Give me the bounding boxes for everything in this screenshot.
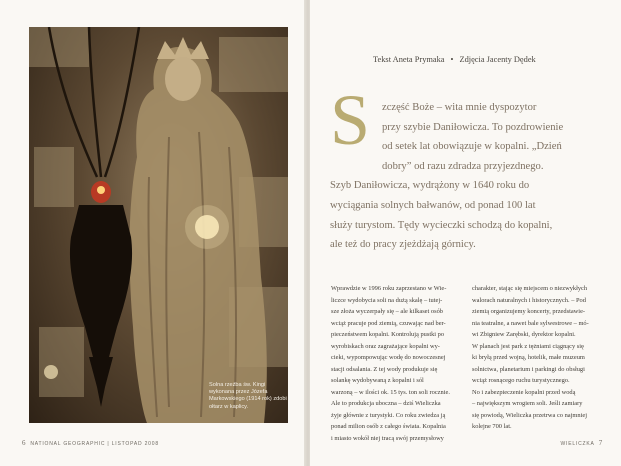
body-line: ponad milion osób z całego świata. Kopalnia bbox=[331, 423, 446, 430]
photo-caption: Solna rzeźba św. Kingi wykonana przez Józefa Markowskiego (1914 rok) zdobi ołtarz w kaplicy. bbox=[209, 382, 287, 410]
body-line: ziemią organizujemy koncerty, przedstawie- bbox=[472, 308, 586, 315]
body-line: sze złoża wyczerpały się – ale kilkaset osób bbox=[331, 308, 443, 315]
body-line: charakter, stając się miejscem o niezwykłych bbox=[472, 285, 588, 292]
left-folio-text: NATIONAL GEOGRAPHIC | LISTOPAD 2008 bbox=[30, 441, 159, 447]
body-line: solankę wydobywaną z kopalni i sól bbox=[331, 377, 424, 384]
drop-cap: S bbox=[330, 80, 371, 160]
right-page-number: 7 bbox=[598, 439, 603, 447]
body-line: W planach jest park z tężniami ciągnący się bbox=[472, 342, 584, 350]
chapel-photo bbox=[29, 27, 288, 423]
lead-line: przy szybie Daniłowicza. To pozdrowienie bbox=[382, 121, 564, 133]
body-line: walorach naturalnych i historycznych. – Pod bbox=[472, 296, 586, 304]
body-line: – największym wrogiem soli. Jeśli zamiary bbox=[472, 400, 583, 407]
body-line: i miasto wokół niej tracą swój przemysłowy bbox=[331, 434, 444, 442]
lead-line: dobry” od razu zdradza przyjezdnego. bbox=[382, 160, 544, 172]
lead-line: wyciągania solnych bałwanów, od ponad 100 lat bbox=[330, 199, 536, 211]
body-line: Ale to produkcja uboczna – dziś Wieliczka bbox=[331, 400, 441, 407]
body-line: wciąż pracuje pod ziemią, czuwając nad ber- bbox=[331, 319, 446, 327]
body-line: się powiodą, Wieliczka przetrwa co najmniej bbox=[472, 411, 587, 419]
salt-statue-illustration bbox=[29, 27, 288, 423]
body-line: kolejne 700 lat. bbox=[472, 423, 512, 430]
lead-line: od setek lat obowiązuje w kopalni. „Dzień bbox=[382, 141, 562, 153]
right-folio-text: WIELICZKA bbox=[560, 441, 595, 447]
author-credit: Tekst Aneta Prymaka bbox=[373, 55, 445, 64]
body-column-1 bbox=[331, 283, 458, 444]
body-line: nia teatralne, a nawet bale sylwestrowe – mó- bbox=[472, 319, 589, 327]
lead-line: Szyb Daniłowicza, wydrążony w 1640 roku do bbox=[330, 180, 530, 192]
left-folio bbox=[22, 439, 159, 447]
body-line: wi Zbigniew Zarębski, dyrektor kopalni. bbox=[472, 331, 576, 338]
body-line: ki bryłą przed wojną, hotelik, małe muzeum bbox=[472, 354, 585, 361]
body-line: solnictwa, planetarium i parkingi do obsługi bbox=[472, 365, 585, 373]
lead-line: zczęść Boże – wita mnie dyspozytor bbox=[382, 102, 537, 113]
lead-line: służy turystom. Tędy wycieczki schodzą do kopalni, bbox=[330, 219, 553, 231]
body-line: wciąż rosnącego ruchu turystycznego. bbox=[472, 377, 570, 384]
right-folio bbox=[561, 439, 603, 447]
article-credits bbox=[373, 55, 536, 64]
body-line: liczce wydobycia soli na dużą skalę – tutej- bbox=[331, 296, 443, 304]
lead-line: ale też do pracy zjeżdżają górnicy. bbox=[330, 239, 476, 251]
body-line: stacji odsalania. Z tej wody produkuje się bbox=[331, 365, 438, 373]
left-page-number: 6 bbox=[22, 439, 27, 447]
credit-separator: • bbox=[450, 55, 454, 64]
body-line: Wprawdzie w 1996 roku zaprzestano w Wie- bbox=[331, 285, 447, 292]
lead-paragraph bbox=[330, 98, 590, 255]
body-line: wyrobiskach oraz zagrażające kopalni wy- bbox=[331, 342, 440, 350]
body-line: żyje głównie z turystyki. Co roku zwiedza ją bbox=[331, 411, 446, 419]
body-line: No i zabezpieczenie kopalni przed wodą bbox=[472, 388, 576, 396]
body-line: cieki, wypompowując wodę do nowoczesnej bbox=[331, 354, 446, 361]
body-line: warzoną – w ilości ok. 15 tys. ton soli rocznie. bbox=[331, 388, 450, 396]
body-line: pieczeństwem kopalni. Kontrolują pustki po bbox=[331, 331, 445, 338]
body-column-2 bbox=[472, 283, 599, 433]
photo-credit: Zdjęcia Jacenty Dędek bbox=[459, 55, 536, 64]
left-page bbox=[0, 0, 306, 466]
